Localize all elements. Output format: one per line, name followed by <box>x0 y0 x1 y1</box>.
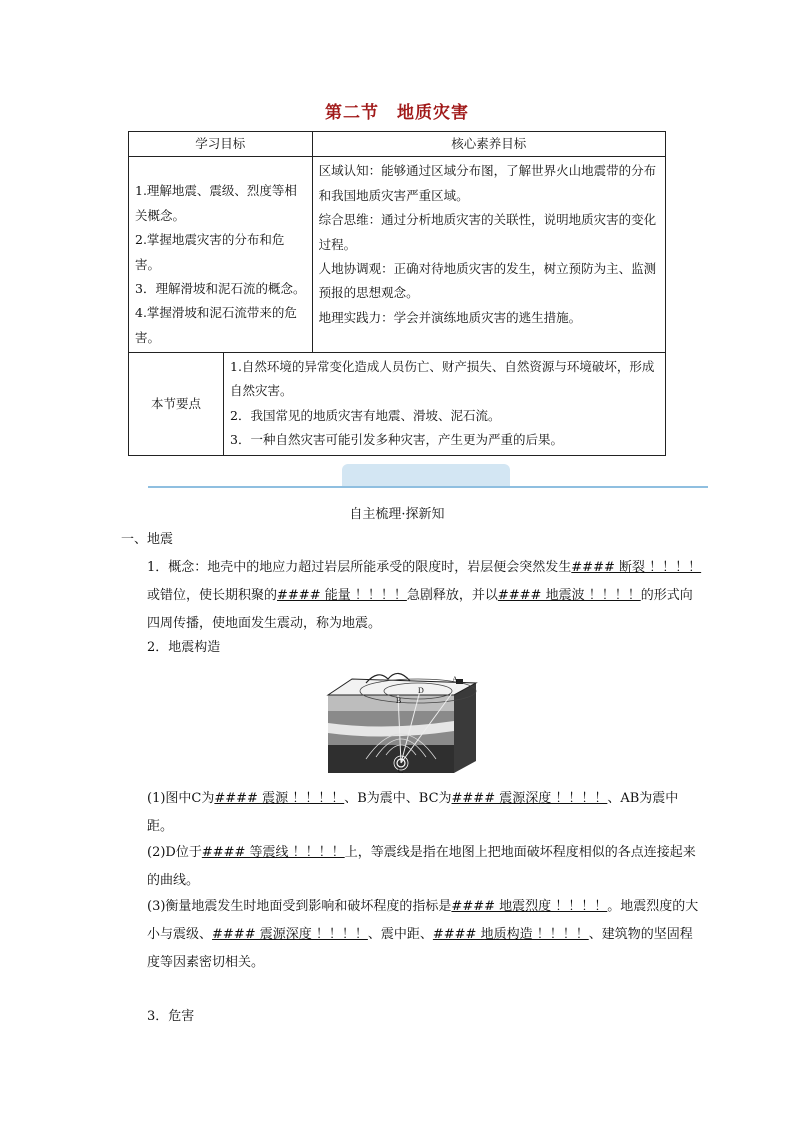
question-2: (2)D位于#### 等震线 ！！！！上，等震线是指在地图上把地面破坏程度相似的各点连接起来的曲线。 <box>147 845 696 888</box>
heading-hazards: 3．危害 <box>147 1009 195 1024</box>
label-a: A <box>452 675 458 684</box>
heading-structure: 2．地震构造 <box>147 640 221 655</box>
banner-tab <box>342 464 510 486</box>
answer-blank: #### 断裂 ！！！！ <box>571 560 702 575</box>
answer-blank: #### 震源深度 ！！！！ <box>212 927 368 942</box>
answer-blank: #### 地震波 ！！！！ <box>497 588 641 603</box>
key-points-label: 本节要点 <box>129 353 224 456</box>
learning-goal: 3．理解滑坡和泥石流的概念。 <box>135 280 306 296</box>
key-point: 3．一种自然灾害可能引发多种灾害，产生更为严重的后果。 <box>230 432 563 448</box>
earthquake-structure-diagram <box>326 665 488 777</box>
section-banner <box>148 464 708 488</box>
answer-blank: #### 地震烈度 ！！！！ <box>451 899 608 914</box>
label-c: C <box>398 766 404 775</box>
key-point: 2．我国常见的地质灾害有地震、滑坡、泥石流。 <box>230 407 501 423</box>
answer-blank: #### 震源 ！！！！ <box>214 791 345 806</box>
question-3: (3)衡量地震发生时地面受到影响和破坏程度的指标是#### 地震烈度 ！！！！。地震烈度的大小与震级、#### 震源深度 ！！！！、震中距、#### 地质构造 ！！！！、建筑物的坚固程度等因素密切相关。 <box>147 899 699 970</box>
answer-blank: #### 地质构造 ！！！！ <box>432 927 589 942</box>
section-heading: 自主梳理·探新知 <box>349 507 445 522</box>
learning-goal: 2.掌握地震灾害的分布和危害。 <box>135 232 285 272</box>
core-goal: 综合思维：通过分析地质灾害的关联性，说明地质灾害的变化过程。 <box>318 212 657 252</box>
core-goal: 人地协调观：正确对待地质灾害的发生，树立预防为主、监测预报的思想观念。 <box>318 260 657 301</box>
learning-goal: 4.掌握滑坡和泥石流带来的危害。 <box>135 305 297 345</box>
key-point: 1.自然环境的异常变化造成人员伤亡、财产损失、自然资源与环境破坏，形成自然灾害。 <box>230 359 655 399</box>
core-goals-header: 核心素养目标 <box>312 132 665 157</box>
banner-rule <box>148 486 708 488</box>
concept-paragraph: 1．概念：地壳中的地应力超过岩层所能承受的限度时，岩层便会突然发生#### 断裂 ！！！！或错位，使长期积聚的#### 能量 ！！！！急剧释放，并以#### 地震波 ！！！！的形式向四周传播，使地面发生震动，称为地震。 <box>147 560 702 631</box>
block-side-face <box>454 683 476 773</box>
label-d: D <box>418 686 424 695</box>
label-b: B <box>396 696 402 705</box>
goals-table <box>128 131 666 456</box>
answer-blank: #### 等震线 ！！！！ <box>201 845 345 860</box>
answer-blank: #### 震源深度 ！！！！ <box>451 791 608 806</box>
question-1: (1)图中C为#### 震源 ！！！！、B为震中、BC为#### 震源深度 ！！！！、AB为震中距。 <box>147 791 679 834</box>
core-goal: 区域认知：能够通过区域分布图，了解世界火山地震带的分布和我国地质灾害严重区域。 <box>318 163 657 203</box>
learning-goals-header: 学习目标 <box>129 132 313 157</box>
core-goal: 地理实践力：学会并演练地质灾害的逃生措施。 <box>318 309 582 325</box>
answer-blank: #### 能量 ！！！！ <box>277 588 407 603</box>
learning-goals-cell <box>129 157 313 353</box>
core-goals-cell <box>312 157 665 353</box>
learning-goal: 1.理解地震、震级、烈度等相关概念。 <box>135 183 297 223</box>
key-points-cell <box>224 353 666 456</box>
page-title: 第二节 地质灾害 <box>325 103 469 123</box>
heading-earthquake: 一、地震 <box>121 532 174 547</box>
